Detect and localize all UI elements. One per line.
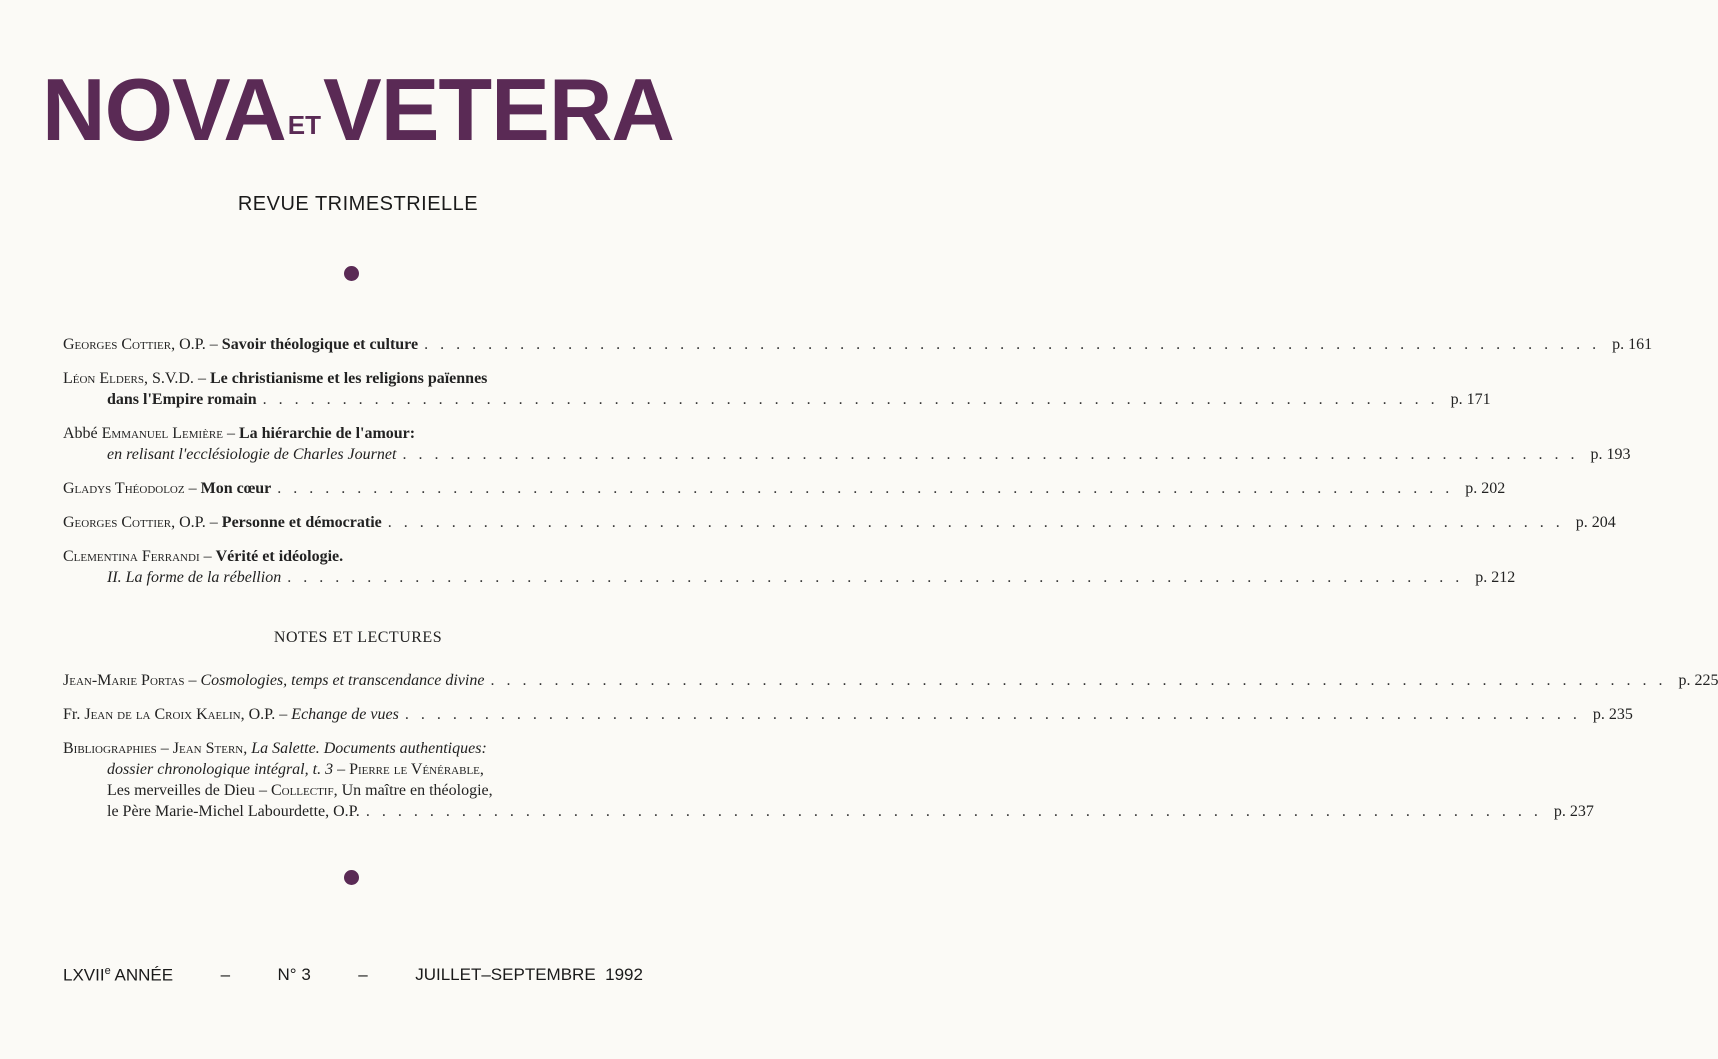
dot-leader	[271, 478, 1457, 499]
footer-dash: –	[358, 965, 368, 984]
toc-entry[interactable]	[63, 334, 1653, 355]
toc-author: Jean-Marie Portas	[63, 672, 185, 689]
toc-separator: –	[184, 672, 201, 689]
toc-author: Gladys Théodoloz	[63, 480, 185, 497]
toc-title: Echange de vues	[291, 706, 399, 723]
toc-page-number: p. 202	[1465, 480, 1506, 497]
issue-months: JUILLET–SEPTEMBRE	[415, 965, 596, 984]
bibliography-work: Un maître en théologie,	[341, 782, 493, 799]
journal-masthead	[0, 60, 716, 159]
toc-page-number: p. 235	[1592, 706, 1633, 723]
bibliography-author: Jean Stern,	[172, 740, 248, 757]
issue-number: N° 3	[277, 965, 311, 984]
toc-separator: –	[205, 514, 222, 531]
toc-author: Emmanuel Lemière	[101, 425, 223, 442]
toc-page-number: p. 193	[1590, 446, 1631, 463]
toc-author: Léon Elders, S.V.D.	[63, 370, 194, 387]
toc-page-number: p. 225	[1678, 672, 1718, 689]
bibliography-work: Les merveilles de Dieu	[107, 782, 255, 799]
toc-title-continued: en relisant l'ecclésiologie de Charles Journet	[107, 446, 397, 463]
dot-leader	[418, 334, 1604, 355]
dot-leader	[360, 801, 1546, 822]
toc-author: Clementina Ferrandi	[63, 548, 200, 565]
toc-separator: –	[156, 740, 173, 757]
dot-leader	[396, 444, 1582, 465]
toc-title: Savoir théologique et culture	[221, 336, 419, 353]
toc-separator: –	[275, 706, 292, 723]
dot-leader	[281, 567, 1467, 588]
masthead-word-nova: NOVA	[42, 60, 286, 159]
journal-subtitle: REVUE TRIMESTRIELLE	[237, 193, 479, 215]
toc-separator: –	[222, 425, 239, 442]
toc-separator: –	[184, 480, 201, 497]
dot-leader	[257, 389, 1443, 410]
toc-title: Personne et démocratie	[221, 514, 382, 531]
toc-author-prefix: Abbé	[63, 425, 102, 442]
toc-entry[interactable]	[63, 368, 1491, 410]
volume-roman: LXVII	[63, 965, 105, 985]
masthead-conjunction: ET	[287, 110, 321, 140]
issue-period	[415, 965, 643, 986]
issue-footer	[63, 965, 643, 986]
dot-leader	[399, 704, 1585, 725]
toc-author-prefix: Fr.	[63, 706, 85, 723]
toc-author: Jean de la Croix Kaelin, O.P.	[84, 706, 276, 723]
toc-page-number: p. 204	[1575, 514, 1616, 531]
toc-page-number: p. 237	[1553, 803, 1594, 820]
bibliography-author: Pierre le Vénérable,	[349, 761, 484, 778]
toc-entry[interactable]	[63, 670, 1718, 691]
toc-separator: –	[193, 370, 210, 387]
table-of-contents	[63, 334, 1653, 601]
toc-title-continued: II. La forme de la rébellion	[107, 569, 282, 586]
toc-entry[interactable]	[63, 704, 1633, 725]
bibliography-entry[interactable]	[63, 738, 1594, 822]
toc-author: Georges Cottier, O.P.	[63, 336, 206, 353]
toc-title-continued: dans l'Empire romain	[107, 391, 257, 408]
toc-title: Le christianisme et les religions païennes	[209, 370, 488, 387]
volume-word: ANNÉE	[110, 965, 174, 985]
toc-separator: –	[254, 782, 271, 799]
toc-title: Mon cœur	[200, 480, 272, 497]
toc-title: Vérité et idéologie.	[215, 548, 344, 565]
bibliography-work-continued: dossier chronologique intégral, t. 3	[107, 761, 334, 778]
bibliography-label: Bibliographies	[63, 740, 157, 757]
dot-leader	[484, 670, 1670, 691]
toc-title: Cosmologies, temps et transcendance divine	[200, 672, 485, 689]
toc-separator: –	[333, 761, 350, 778]
masthead-word-vetera: VETERA	[323, 60, 674, 159]
volume-ordinal: e	[104, 965, 111, 977]
toc-page-number: p. 161	[1612, 336, 1653, 353]
footer-dash: –	[220, 965, 231, 984]
toc-title: La hiérarchie de l'amour:	[238, 425, 416, 442]
toc-entry[interactable]	[63, 478, 1506, 499]
toc-separator: –	[199, 548, 216, 565]
toc-entry[interactable]	[63, 423, 1631, 465]
toc-author: Georges Cottier, O.P.	[63, 514, 206, 531]
toc-page-number: p. 171	[1450, 391, 1491, 408]
ornament-dot-bottom	[344, 870, 359, 885]
ornament-dot-top	[344, 266, 359, 281]
notes-section-heading: NOTES ET LECTURES	[273, 629, 443, 646]
bibliography-work: La Salette. Documents authentiques:	[251, 740, 487, 757]
issue-year: 1992	[605, 965, 643, 984]
toc-entry[interactable]	[63, 512, 1616, 533]
toc-separator: –	[205, 336, 222, 353]
dot-leader	[382, 512, 1568, 533]
notes-list	[63, 670, 1718, 835]
toc-entry[interactable]	[63, 546, 1516, 588]
volume-year	[63, 965, 173, 986]
bibliography-author: Collectif,	[270, 782, 338, 799]
toc-page-number: p. 212	[1475, 569, 1516, 586]
bibliography-work-continued: le Père Marie-Michel Labourdette, O.P.	[107, 803, 360, 820]
